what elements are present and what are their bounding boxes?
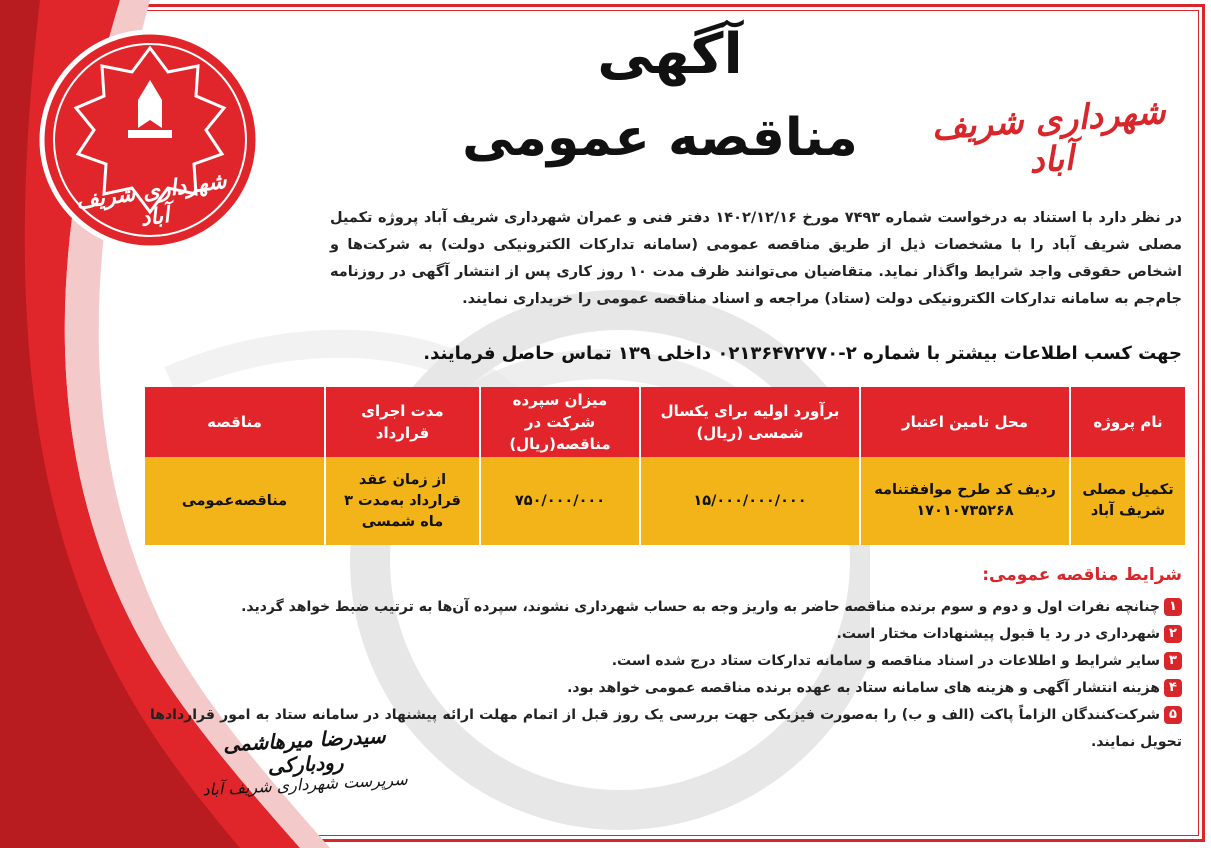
- cell-deposit: ۷۵۰/۰۰۰/۰۰۰: [480, 457, 640, 545]
- cell-project-name: تکمیل مصلی شریف آباد: [1070, 457, 1185, 545]
- header-funding-source: محل تامین اعتبار: [860, 387, 1070, 457]
- condition-text: سایر شرایط و اطلاعات در اسناد مناقصه و سامانه تدارکات ستاد درج شده است.: [611, 653, 1160, 669]
- intro-text: [330, 205, 1182, 313]
- condition-item: [150, 621, 1182, 648]
- condition-item: [150, 675, 1182, 702]
- condition-number: ۵: [1164, 706, 1182, 724]
- brand-name: شهرداری شریف آباد: [930, 91, 1167, 182]
- condition-text: شرکت‌کنندگان الزاماً پاکت (الف و ب) را به‌صورت فیزیکی جهت بررسی یک روز قبل از اتمام مهلت ارائه پیشنهاد در سامانه ستاد به امور قراردادها تحویل نمایند.: [150, 707, 1182, 750]
- signature-role: سرپرست شهرداری شریف آباد: [201, 769, 409, 800]
- tender-table: [145, 387, 1185, 545]
- condition-text: شهرداری در رد یا قبول پیشنهادات مختار است.: [836, 626, 1160, 642]
- header-deposit: میزان سپرده شرکت در مناقصه(ریال): [480, 387, 640, 457]
- contact-line: جهت کسب اطلاعات بیشتر با شماره ۲-۰۲۱۳۶۴۷۲۷۷۰ داخلی ۱۳۹ تماس حاصل فرمایند.: [423, 343, 1182, 364]
- header-duration: مدت اجرای قرارداد: [325, 387, 480, 457]
- page-title: آگهی: [597, 22, 743, 87]
- conditions-title: شرایط مناقصه عمومی:: [982, 565, 1182, 585]
- condition-item: [150, 594, 1182, 621]
- header-estimate: برآورد اولیه برای یکسال شمسی (ریال): [640, 387, 860, 457]
- cell-funding-source: ردیف کد طرح موافقتنامه ۱۷۰۱۰۷۳۵۲۶۸: [860, 457, 1070, 545]
- header-tender-type: مناقصه: [145, 387, 325, 457]
- header-project-name: نام پروژه: [1070, 387, 1185, 457]
- logo-caption: شهرداری شریف آباد: [74, 167, 229, 232]
- intro-paragraph: در نظر دارد با استناد به درخواست شماره ۷۴۹۳ مورخ ۱۴۰۲/۱۲/۱۶ دفتر فنی و عمران شهرداری شریف آباد پروژه تکمیل مصلی شریف آباد را با مشخصات ذیل از طریق مناقصه عمومی (سامانه تدارکات الکترونیکی دولت) به شرکت‌ها و اشخاص حقوقی واجد شرایط واگذار نماید. متقاضیان می‌توانند ظرف مدت ۱۰ روز کاری پس از انتشار آگهی در روزنامه جام‌جم به سامانه تدارکات الکترونیکی دولت (ستاد) مراجعه و اسناد مناقصه عمومی را خریداری نمایند.: [330, 210, 1182, 307]
- page-subtitle: مناقصه عمومی: [462, 108, 858, 168]
- condition-number: ۲: [1164, 625, 1182, 643]
- condition-number: ۱: [1164, 598, 1182, 616]
- condition-text: هزینه انتشار آگهی و هزینه های سامانه ستاد به عهده برنده مناقصه عمومی خواهد بود.: [567, 680, 1160, 696]
- condition-item: [150, 648, 1182, 675]
- cell-duration: از زمان عقد قرارداد به‌مدت ۳ ماه شمسی: [325, 457, 480, 545]
- condition-number: ۴: [1164, 679, 1182, 697]
- condition-number: ۳: [1164, 652, 1182, 670]
- cell-estimate: ۱۵/۰۰۰/۰۰۰/۰۰۰: [640, 457, 860, 545]
- cell-tender-type: مناقصه‌عمومی: [145, 457, 325, 545]
- condition-text: چنانچه نفرات اول و دوم و سوم برنده مناقصه حاضر به واریز وجه به حساب شهرداری نشوند، سپرده آن‌ها به ترتیب ضبط خواهد گردید.: [241, 599, 1160, 615]
- signature-name: سیدرضا میرهاشمی رودبارکی: [222, 723, 387, 778]
- table-row: [145, 457, 1185, 545]
- table-header-row: [145, 387, 1185, 457]
